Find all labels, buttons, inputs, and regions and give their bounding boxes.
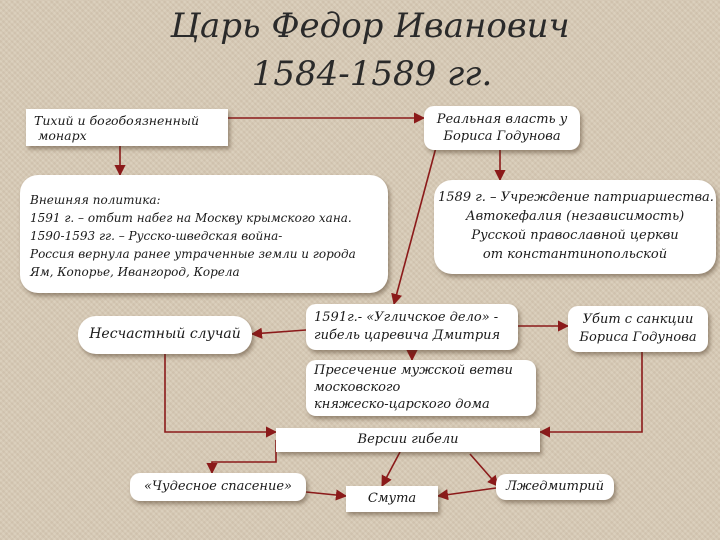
node-miraculous-rescue: «Чудесное спасение» bbox=[130, 473, 306, 501]
node-smuta: Смута bbox=[346, 486, 438, 512]
page-subtitle-years: 1584-1589 гг. bbox=[251, 54, 493, 94]
arrow-false-dmitry-to-smuta bbox=[438, 488, 496, 496]
node-dynasty-end: Пресечение мужской ветви московского княжеско-царского дома bbox=[306, 360, 536, 416]
node-patriarchate: 1589 г. – Учреждение патриаршества. Автокефалия (независимость) Русской православной церкви от константинопольской bbox=[434, 180, 716, 274]
node-real-power: Реальная власть у Бориса Годунова bbox=[424, 106, 580, 150]
arrow-killed-to-versions bbox=[540, 352, 642, 432]
arrow-versions-to-smuta bbox=[382, 452, 400, 486]
node-uglich-case: 1591г.- «Угличское дело» - гибель царевича Дмитрия bbox=[306, 304, 518, 350]
arrow-versions-to-false-dmitry bbox=[470, 454, 498, 486]
arrow-miracle-to-smuta bbox=[306, 492, 346, 496]
node-foreign-policy: Внешняя политика: 1591 г. – отбит набег на Москву крымского хана. 1590-1593 гг. – Русско-шведская война- Россия вернула ранее утраченные земли и города Ям, Копорье, Ивангород, Корела bbox=[20, 175, 388, 293]
arrow-versions-to-miracle bbox=[212, 440, 276, 473]
node-false-dmitry: Лжедмитрий bbox=[496, 474, 614, 500]
node-accident: Несчастный случай bbox=[78, 316, 252, 354]
node-versions-of-death: Версии гибели bbox=[276, 428, 540, 452]
node-quiet-monarch: Тихий и богобоязненный монарх bbox=[26, 109, 228, 146]
node-killed-by-godunov: Убит с санкции Бориса Годунова bbox=[568, 306, 708, 352]
arrow-power-to-uglich bbox=[394, 140, 438, 304]
arrow-accident-to-versions bbox=[165, 350, 276, 432]
arrow-uglich-to-accident bbox=[252, 330, 306, 334]
page-title: Царь Федор Иванович bbox=[170, 6, 570, 46]
